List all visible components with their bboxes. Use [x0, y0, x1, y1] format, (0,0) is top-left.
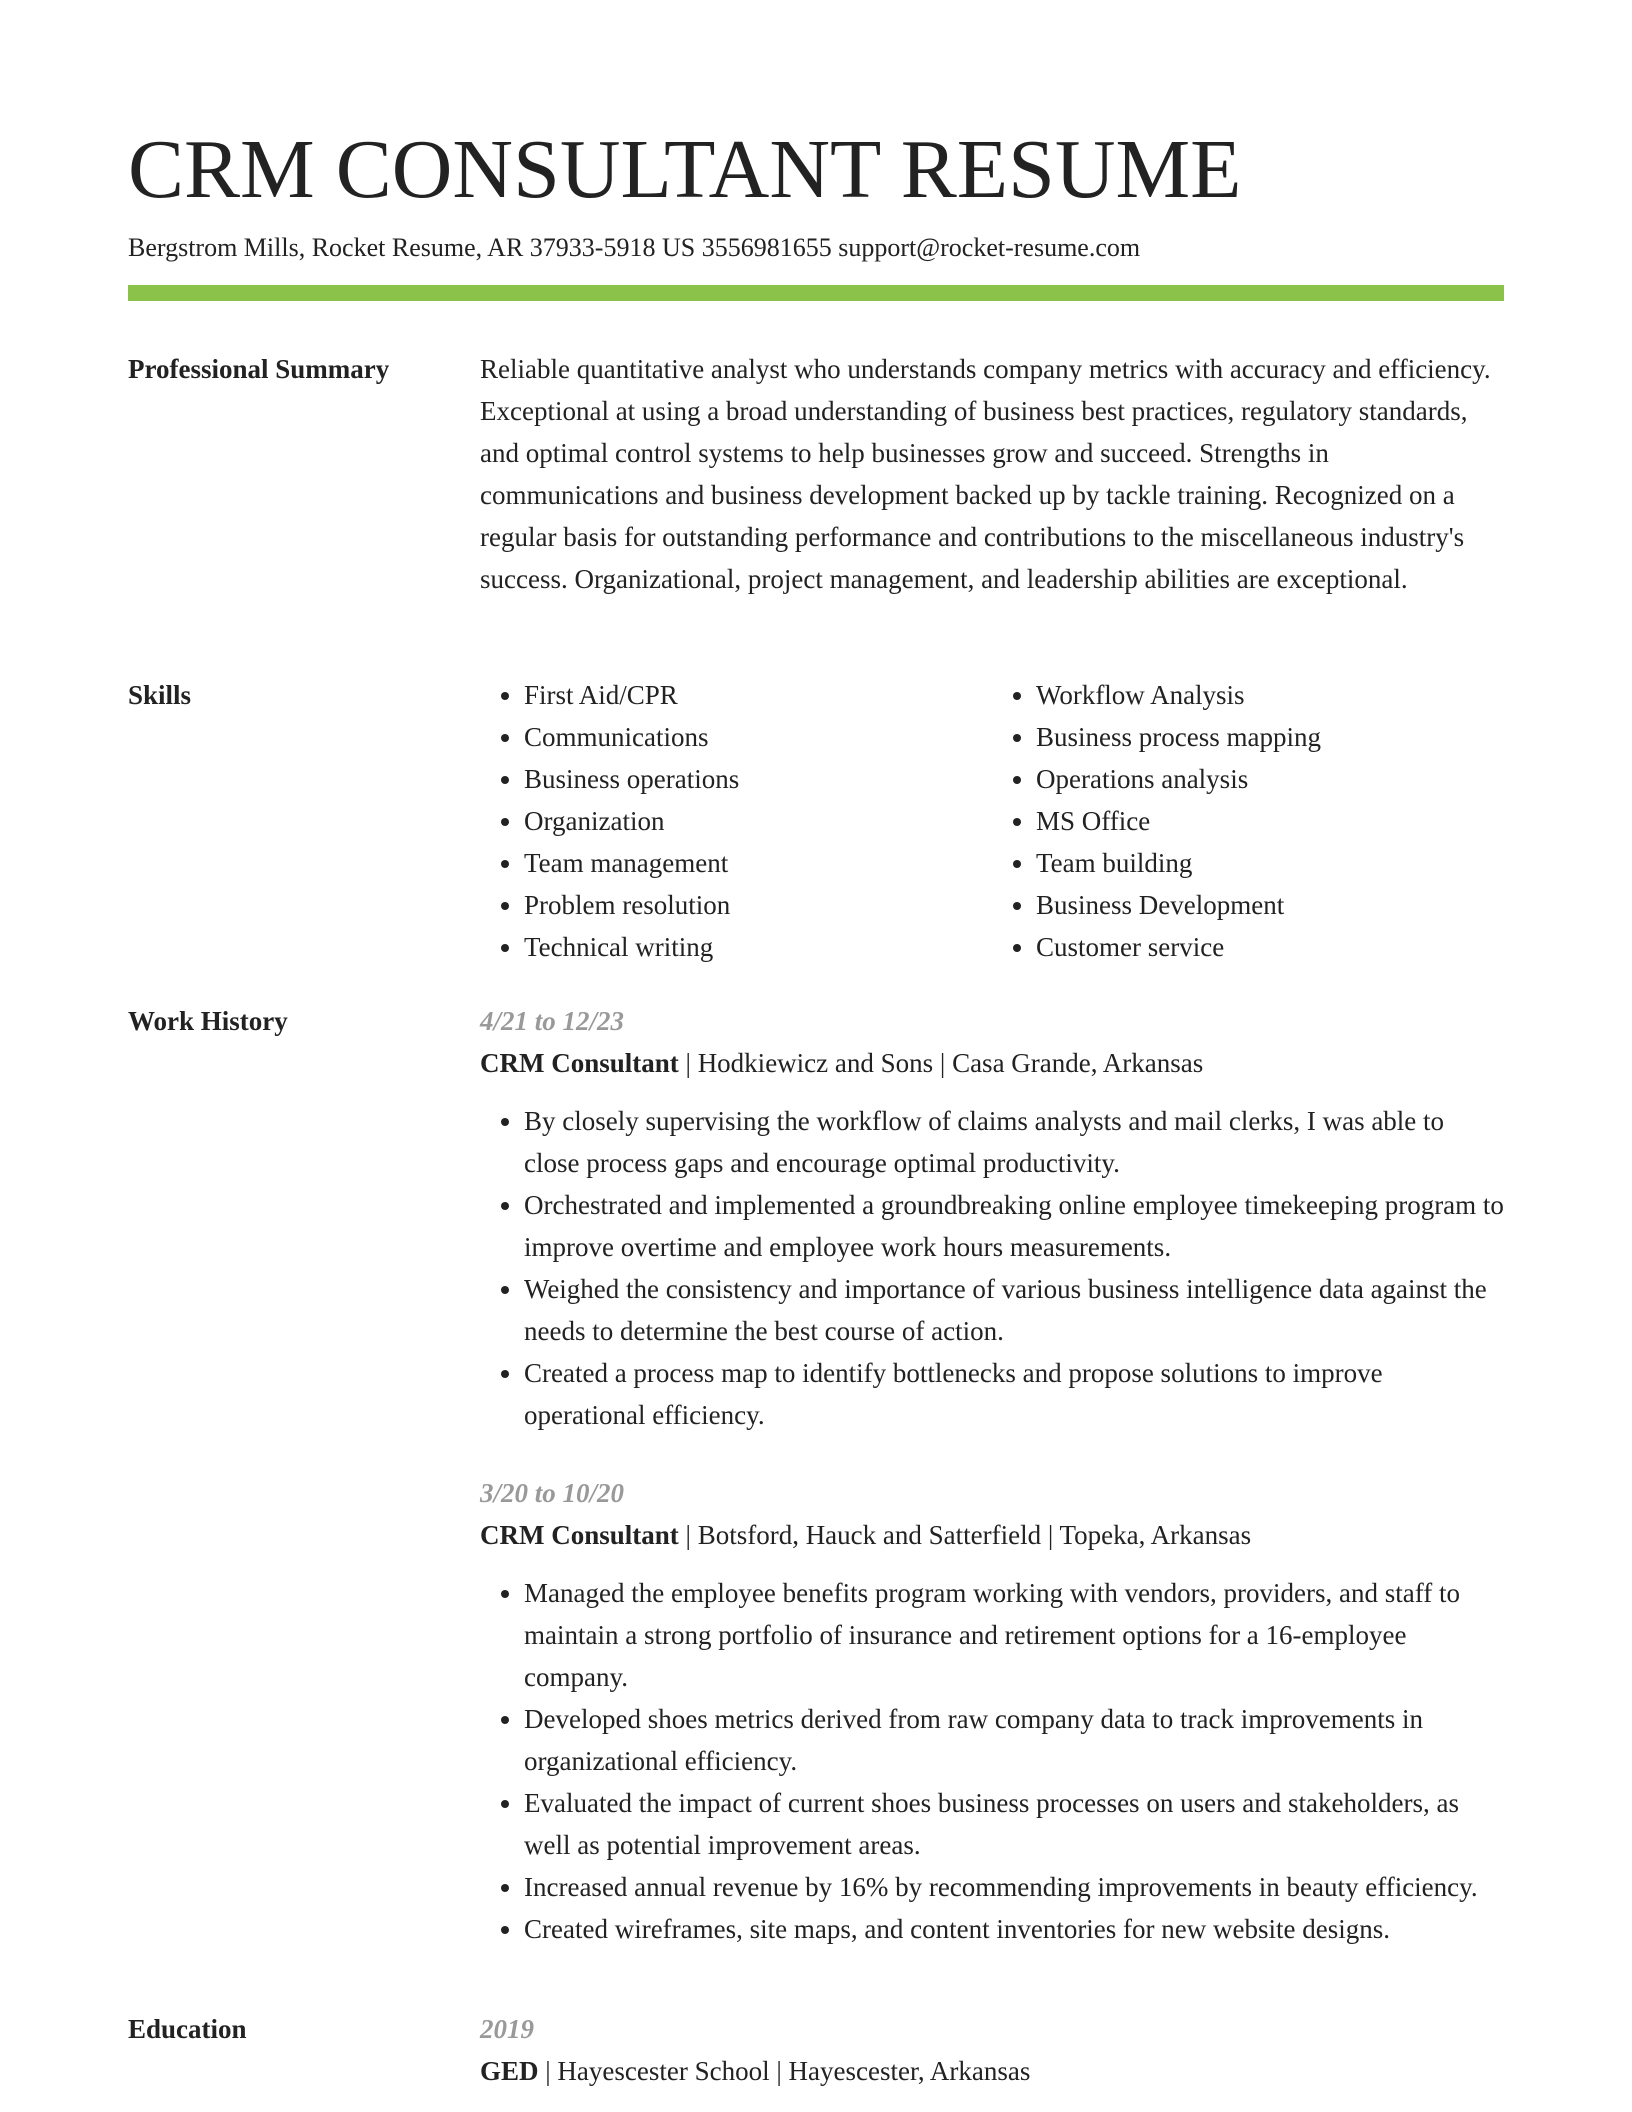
section-heading-skills: Skills [128, 680, 192, 710]
contact-address: Bergstrom Mills, Rocket Resume, AR 37933-5918 US [128, 233, 696, 262]
section-heading-work: Work History [128, 1006, 288, 1036]
summary-body [480, 348, 1504, 600]
resume-title: CRM CONSULTANT RESUME [128, 123, 1242, 216]
job-heading [480, 1514, 1504, 1556]
skill-item: • Business process mapping [1036, 716, 1504, 758]
job-company: | Hodkiewicz and Sons [679, 1048, 933, 1078]
contact-phone: 3556981655 [701, 233, 832, 262]
skill-item: • Technical writing [524, 926, 992, 968]
skill-item: • Customer service [1036, 926, 1504, 968]
header-divider [128, 285, 1504, 301]
job-entry [480, 1472, 1504, 1950]
skill-item: • Operations analysis [1036, 758, 1504, 800]
job-location: | Topeka, Arkansas [1041, 1520, 1251, 1550]
skill-item: • Business operations [524, 758, 992, 800]
skill-item: • Problem resolution [524, 884, 992, 926]
job-bullet: • Evaluated the impact of current shoes business processes on users and stakeholders, as well as potential improvement areas. [524, 1782, 1504, 1866]
education-location: | Hayescester, Arkansas [770, 2056, 1031, 2086]
work-history-body [480, 1000, 1504, 1986]
education-year: 2019 [480, 2014, 534, 2044]
job-bullet: • Increased annual revenue by 16% by recommending improvements in beauty efficiency. [524, 1866, 1504, 1908]
skill-item: • First Aid/CPR [524, 674, 992, 716]
job-bullet: • Created wireframes, site maps, and content inventories for new website designs. [524, 1908, 1504, 1950]
skill-item: • Team building [1036, 842, 1504, 884]
skill-item: • Organization [524, 800, 992, 842]
skill-item: • MS Office [1036, 800, 1504, 842]
section-heading-education: Education [128, 2014, 247, 2044]
job-bullet: • Managed the employee benefits program working with vendors, providers, and staff to maintain a strong portfolio of insurance and retirement options for a 16-employee company. [524, 1572, 1504, 1698]
section-heading-summary: Professional Summary [128, 354, 390, 384]
job-bullet: • Developed shoes metrics derived from raw company data to track improvements in organizational efficiency. [524, 1698, 1504, 1782]
job-entry [480, 1000, 1504, 1436]
job-bullet-list [480, 1572, 1504, 1950]
job-bullet: • Created a process map to identify bottlenecks and propose solutions to improve operational efficiency. [524, 1352, 1504, 1436]
skills-list-left [480, 674, 992, 968]
job-title: CRM Consultant [480, 1520, 679, 1550]
job-dates: 3/20 to 10/20 [480, 1478, 625, 1508]
skill-item: • Team management [524, 842, 992, 884]
job-bullet: • Orchestrated and implemented a groundbreaking online employee timekeeping program to improve overtime and employee work hours measurements. [524, 1184, 1504, 1268]
job-bullet: • Weighed the consistency and importance of various business intelligence data against the needs to determine the best course of action. [524, 1268, 1504, 1352]
education-degree: GED [480, 2056, 539, 2086]
job-location: | Casa Grande, Arkansas [933, 1048, 1203, 1078]
job-bullet: • By closely supervising the workflow of claims analysts and mail clerks, I was able to close process gaps and encourage optimal productivity. [524, 1100, 1504, 1184]
job-heading [480, 1042, 1504, 1084]
education-school: | Hayescester School [539, 2056, 770, 2086]
contact-line [128, 230, 1140, 266]
skill-item: • Business Development [1036, 884, 1504, 926]
contact-email: support@rocket-resume.com [838, 233, 1141, 262]
education-entry [480, 2050, 1504, 2092]
education-body [480, 2008, 1504, 2108]
job-company: | Botsford, Hauck and Satterfield [679, 1520, 1041, 1550]
skills-list-right [992, 674, 1504, 968]
job-title: CRM Consultant [480, 1048, 679, 1078]
job-bullet-list [480, 1100, 1504, 1436]
skill-item: • Communications [524, 716, 992, 758]
skill-item: • Workflow Analysis [1036, 674, 1504, 716]
skills-body [480, 674, 1504, 968]
summary-text: Reliable quantitative analyst who understands company metrics with accuracy and efficiency. Exceptional at using a broad understanding of business best practices, regulatory standards, and optimal control systems to help businesses grow and succeed. Strengths in communications and business development backed up by tackle training. Recognized on a regular basis for outstanding performance and contributions to the miscellaneous industry's success. Organizational, project management, and leadership abilities are exceptional. [480, 354, 1491, 594]
job-dates: 4/21 to 12/23 [480, 1006, 625, 1036]
